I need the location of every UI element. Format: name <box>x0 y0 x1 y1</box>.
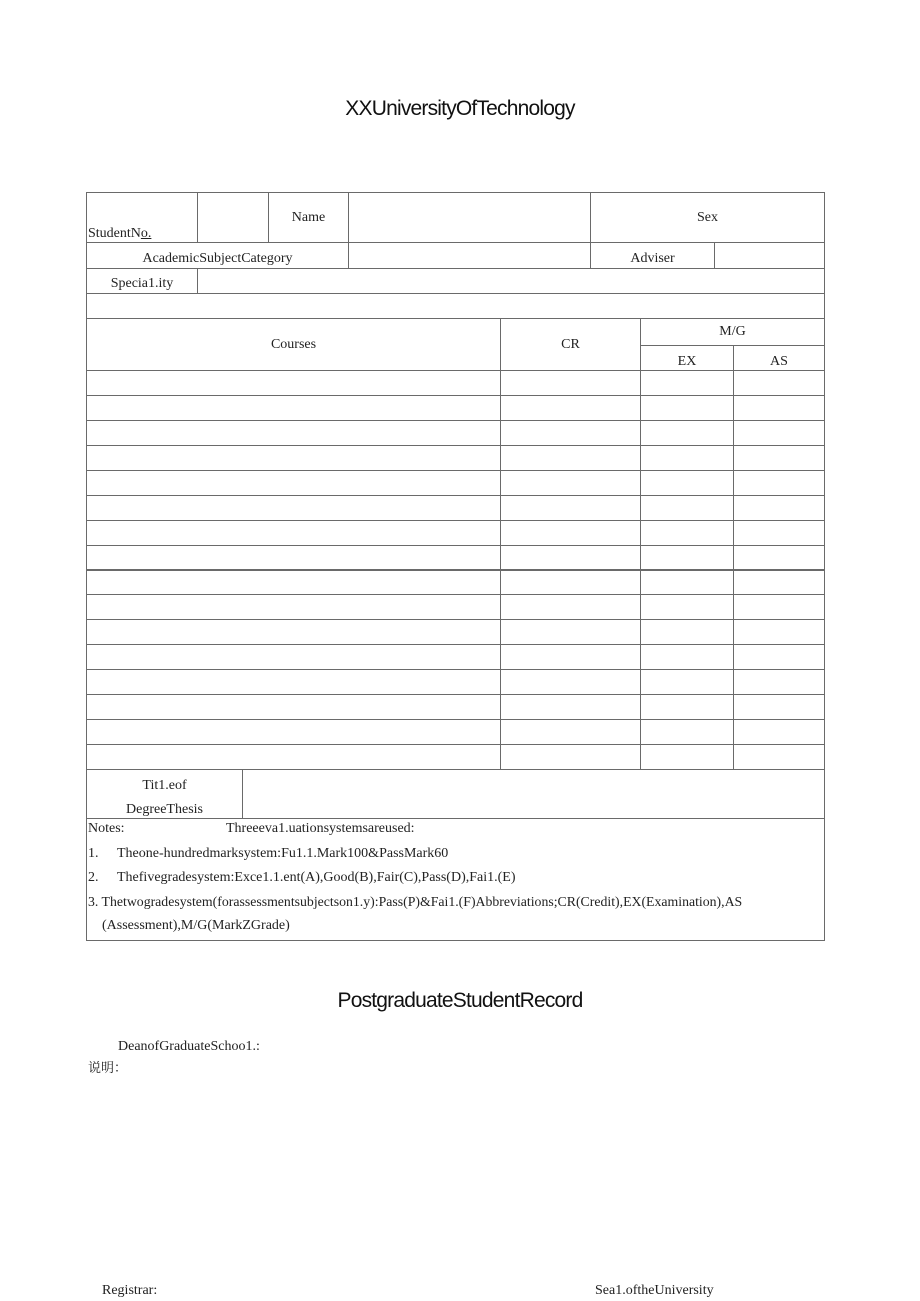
record-subtitle: PostgraduateStudentRecord <box>337 989 583 1012</box>
course-credit-cell[interactable] <box>500 619 641 645</box>
thesis-label-cell <box>86 769 243 819</box>
course-exam-cell[interactable] <box>640 570 734 596</box>
note-item-1: Theone-hundredmarksystem:Fu1.1.Mark100&PassMark60 <box>117 846 449 861</box>
course-credit-cell[interactable] <box>500 445 641 471</box>
note-item-3-line1: 3. Thetwogradesystem(forassessmentsubjectson1.y):Pass(P)&Fai1.(F)Abbreviations;CR(Credit),EX(Examination),AS <box>88 894 743 909</box>
sex-label: Sex <box>590 192 825 243</box>
thesis-title-value[interactable] <box>242 769 825 819</box>
course-credit-cell[interactable] <box>500 719 641 745</box>
course-assessment-cell[interactable] <box>733 445 825 471</box>
thesis-label-line2: DegreeThesis <box>126 802 203 817</box>
notes-label: Notes: <box>88 821 125 836</box>
course-exam-cell[interactable] <box>640 395 734 421</box>
registrar-signature-label: Registrar: <box>102 1283 158 1298</box>
course-exam-cell[interactable] <box>640 470 734 496</box>
course-assessment-cell[interactable] <box>733 370 825 396</box>
course-credit-cell[interactable] <box>500 495 641 521</box>
as-header-cell: AS <box>733 345 825 371</box>
course-assessment-cell[interactable] <box>733 744 825 770</box>
course-name-cell[interactable] <box>86 669 501 695</box>
course-assessment-cell[interactable] <box>733 520 825 546</box>
course-name-cell[interactable] <box>86 470 501 496</box>
course-credit-cell[interactable] <box>500 370 641 396</box>
course-name-cell[interactable] <box>86 594 501 620</box>
category-value[interactable] <box>348 242 591 269</box>
course-exam-cell[interactable] <box>640 719 734 745</box>
course-name-cell[interactable] <box>86 744 501 770</box>
course-credit-cell[interactable] <box>500 395 641 421</box>
thesis-label-line1: Tit1.eof <box>142 778 187 793</box>
course-assessment-cell[interactable] <box>733 669 825 695</box>
adviser-label: Adviser <box>590 242 715 269</box>
notes-intro: Threeeva1.uationsystemsareused: <box>226 821 415 836</box>
cr-header-cell: CR <box>500 318 641 371</box>
course-exam-cell[interactable] <box>640 694 734 720</box>
course-exam-cell[interactable] <box>640 445 734 471</box>
course-credit-cell[interactable] <box>500 420 641 446</box>
course-assessment-cell[interactable] <box>733 570 825 596</box>
course-name-cell[interactable] <box>86 570 501 596</box>
speciality-label: Specia1.ity <box>86 268 198 294</box>
course-exam-cell[interactable] <box>640 669 734 695</box>
adviser-value[interactable] <box>714 242 825 269</box>
course-credit-cell[interactable] <box>500 744 641 770</box>
name-value[interactable] <box>348 192 591 243</box>
course-name-cell[interactable] <box>86 694 501 720</box>
course-assessment-cell[interactable] <box>733 395 825 421</box>
course-name-cell[interactable] <box>86 420 501 446</box>
speciality-value[interactable] <box>197 268 825 294</box>
course-credit-cell[interactable] <box>500 694 641 720</box>
course-exam-cell[interactable] <box>640 744 734 770</box>
category-label: AcademicSubjectCategory <box>86 242 349 269</box>
course-name-cell[interactable] <box>86 370 501 396</box>
course-exam-cell[interactable] <box>640 495 734 521</box>
course-assessment-cell[interactable] <box>733 470 825 496</box>
course-assessment-cell[interactable] <box>733 594 825 620</box>
course-exam-cell[interactable] <box>640 594 734 620</box>
university-seal-label: Sea1.oftheUniversity <box>595 1283 714 1298</box>
course-name-cell[interactable] <box>86 520 501 546</box>
course-credit-cell[interactable] <box>500 545 641 571</box>
course-assessment-cell[interactable] <box>733 545 825 571</box>
course-assessment-cell[interactable] <box>733 619 825 645</box>
course-exam-cell[interactable] <box>640 520 734 546</box>
chinese-note-label: 说明： <box>88 1061 128 1076</box>
student-no-label: StudentNo. <box>88 226 152 241</box>
course-exam-cell[interactable] <box>640 619 734 645</box>
course-assessment-cell[interactable] <box>733 644 825 670</box>
course-credit-cell[interactable] <box>500 470 641 496</box>
course-name-cell[interactable] <box>86 619 501 645</box>
course-name-cell[interactable] <box>86 495 501 521</box>
page-title: XXUniversityOfTechnology <box>345 97 575 120</box>
course-credit-cell[interactable] <box>500 520 641 546</box>
mg-header-cell: M/G <box>640 318 825 346</box>
course-credit-cell[interactable] <box>500 570 641 596</box>
name-label: Name <box>268 192 349 243</box>
course-credit-cell[interactable] <box>500 644 641 670</box>
course-assessment-cell[interactable] <box>733 719 825 745</box>
note-item-3-line2: (Assessment),M/G(MarkZGrade) <box>102 918 290 933</box>
course-assessment-cell[interactable] <box>733 420 825 446</box>
course-exam-cell[interactable] <box>640 545 734 571</box>
course-name-cell[interactable] <box>86 644 501 670</box>
note-item-1-number: 1. <box>88 846 99 861</box>
course-exam-cell[interactable] <box>640 420 734 446</box>
course-name-cell[interactable] <box>86 445 501 471</box>
student-no-value[interactable] <box>197 192 269 243</box>
ex-header-cell: EX <box>640 345 734 371</box>
course-exam-cell[interactable] <box>640 644 734 670</box>
blank-row <box>86 293 825 319</box>
course-assessment-cell[interactable] <box>733 694 825 720</box>
course-exam-cell[interactable] <box>640 370 734 396</box>
course-name-cell[interactable] <box>86 395 501 421</box>
course-credit-cell[interactable] <box>500 594 641 620</box>
course-assessment-cell[interactable] <box>733 495 825 521</box>
dean-signature-label: DeanofGraduateSchoo1.: <box>118 1039 260 1054</box>
course-name-cell[interactable] <box>86 545 501 571</box>
note-item-2: Thefivegradesystem:Exce1.1.ent(A),Good(B),Fair(C),Pass(D),Fai1.(E) <box>117 870 516 885</box>
courses-header-cell: Courses <box>86 318 501 371</box>
course-name-cell[interactable] <box>86 719 501 745</box>
note-item-2-number: 2. <box>88 870 99 885</box>
course-credit-cell[interactable] <box>500 669 641 695</box>
